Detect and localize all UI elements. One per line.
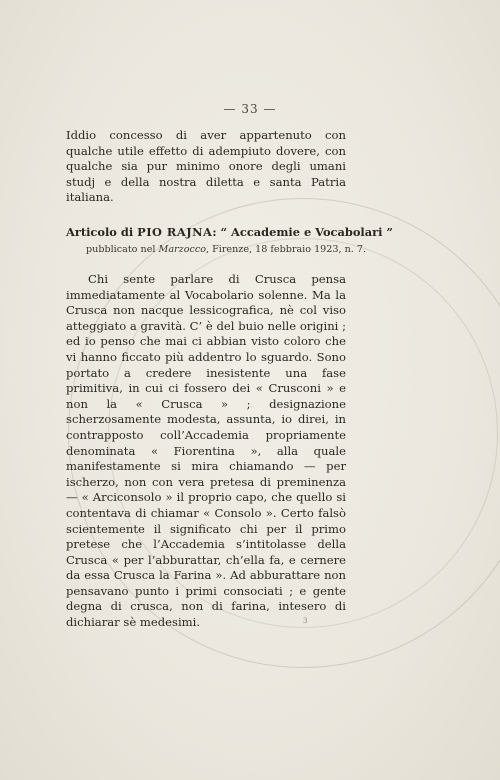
publication-prefix: pubblicato nel [86,244,156,255]
page-number: — 33 — [223,102,277,116]
article-title [66,225,393,239]
article-body: Chi sente parlare di Crusca pensa immediatamente al Vocabolario solenne. Ma la Crusca non nacque lessicografica, nè col viso atteggiato a gravità. C’ è del buio nelle origini ; ed io penso che mai ci abbian visto coloro che vi hanno ficcato più addentro lo sguardo. Sono portato a credere inesistente una fase primitiva, in cui ci fossero dei « Crusconi » e non la « Crusca » ; designazione scherzosamente modesta, assunta, io direi, in contrapposto coll’Accademia propriamente denominata « Fiorentina », alla quale manifestamente si mira chiamando — per ischerzo, non con vera pretesa di preminenza — « Arciconsolo » il proprio capo, che quello si contentava di chiamar « Consolo ». Certo falsò scientemente il significato chi per il primo pretese che l’Accademia s’intitolasse della Crusca « per l’abburattar, ch’ella fa, e cernere da essa Crusca la Farina ». Ad abburattare non pensavano punto i primi consociati ; e gente degna di crusca, non di farina, intesero di dichiarar sè medesimi. [66,272,346,630]
publication-info [86,244,367,255]
journal-name: Marzocco [158,244,206,255]
article-title-prefix: Articolo di [66,225,134,239]
closing-paragraph: Iddio concesso di aver appartenuto con qualche utile effetto di adempiuto dovere, con qualche sia pur minimo onore degli umani studj e della nostra diletta e santa Patria italiana. [66,128,346,205]
publication-details: , Firenze, 18 febbraio 1923, n. 7. [206,244,367,255]
signature-mark: 3 [303,617,308,625]
article-author: PIO RAJNA [137,225,213,239]
article-title-name: : “ Accademie e Vocabolari ” [212,225,393,239]
